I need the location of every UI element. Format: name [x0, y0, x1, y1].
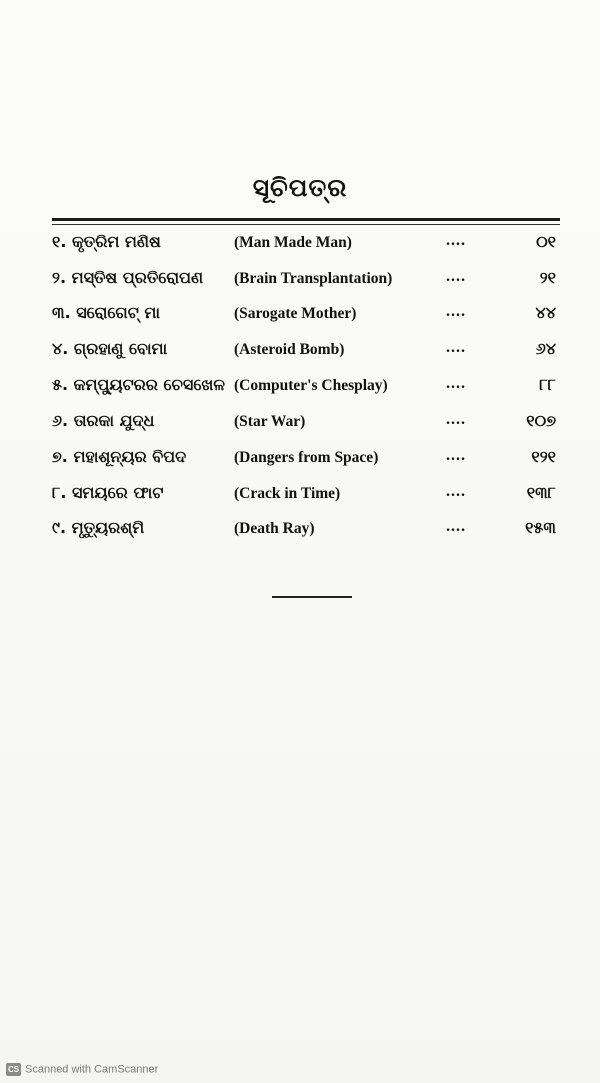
chapter-title-english: (Brain Transplantation): [234, 270, 393, 287]
chapter-title-native: ୭. ମହାଶୂନ୍ୟର ବିପଦ: [52, 447, 187, 466]
toc-row: [0, 339, 600, 373]
chapter-title-english: (Star War): [234, 413, 306, 430]
chapter-title-native: ୮. ସମୟରେ ଫାଟ: [52, 483, 164, 502]
section-end-rule: [272, 596, 352, 598]
leader-dots: ....: [446, 339, 466, 356]
toc-row: [0, 518, 600, 552]
leader-dots: ....: [446, 375, 466, 392]
chapter-title-native: ୩. ସରୋଗେଟ୍ ମା: [52, 303, 160, 322]
toc-row: [0, 232, 600, 266]
page-number: ୪୪: [535, 303, 556, 322]
chapter-title-english: (Man Made Man): [234, 234, 352, 251]
chapter-title-native: ୬. ତାରକା ଯୁଦ୍ଧ: [52, 411, 155, 430]
toc-row: [0, 483, 600, 517]
leader-dots: ....: [446, 232, 466, 249]
chapter-title-english: (Sarogate Mother): [234, 305, 357, 322]
title-rule-thick: [52, 218, 560, 221]
chapter-title-native: ୪. ଗ୍ରହାଣୁ ବୋମା: [52, 339, 168, 358]
leader-dots: ....: [446, 518, 466, 535]
toc-row: [0, 375, 600, 409]
toc-row: [0, 303, 600, 337]
page-title: ସୂଚିପତ୍ର: [252, 173, 348, 202]
chapter-title-native: ୧. କୃତ୍ରିମ ମଣିଷ: [52, 232, 161, 251]
page-number: ୧୦୭: [526, 411, 556, 430]
toc-row: [0, 447, 600, 481]
chapter-title-english: (Asteroid Bomb): [234, 341, 345, 358]
page-number: ୬୪: [535, 339, 556, 358]
leader-dots: ....: [446, 483, 466, 500]
toc-row: [0, 268, 600, 302]
chapter-title-native: ୫. କମ୍ପ୍ୟୁଟରର ଚେସଖେଳ: [52, 375, 225, 394]
page-number: ୨୧: [539, 268, 556, 287]
page-number: ୧୩୮: [526, 483, 556, 502]
chapter-title-english: (Death Ray): [234, 520, 315, 537]
leader-dots: ....: [446, 268, 466, 285]
page-number: ୮୮: [539, 375, 556, 394]
camscanner-logo-icon: CS: [7, 1065, 20, 1074]
chapter-title-english: (Crack in Time): [234, 485, 341, 502]
chapter-title-native: ୯. ମୃତ୍ୟୁରଶ୍ମି: [52, 518, 145, 537]
scanner-watermark: [6, 1063, 158, 1076]
leader-dots: ....: [446, 411, 466, 428]
page-number: ୧୫୩: [525, 518, 556, 537]
chapter-title-native: ୨. ମସ୍ତିଷ ପ୍ରତିରୋପଣ: [52, 268, 204, 287]
chapter-title-english: (Dangers from Space): [234, 449, 379, 466]
toc-row: [0, 411, 600, 445]
chapter-title-english: (Computer's Chesplay): [234, 377, 388, 394]
page-number: ୧୨୧: [531, 447, 556, 466]
page-number: ୦୧: [536, 232, 556, 251]
title-rule-thin: [52, 224, 560, 225]
leader-dots: ....: [446, 447, 466, 464]
scanner-watermark-text: Scanned with CamScanner: [25, 1063, 159, 1076]
leader-dots: ....: [446, 303, 466, 320]
